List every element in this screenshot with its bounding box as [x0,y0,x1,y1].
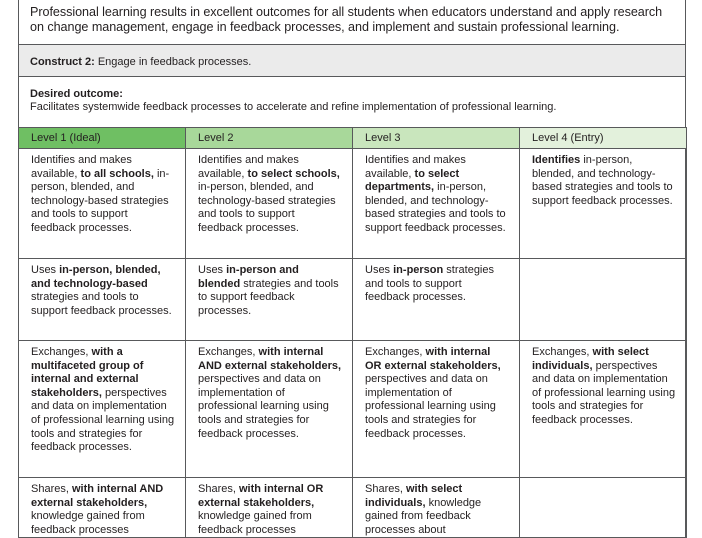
cell-text: in-person, blended, and technology-based strategies and tools to support feedback processes. [532,154,673,207]
rubric-row [19,341,687,478]
desired-outcome-label: Desired outcome: [30,88,123,100]
level-4-header: Level 4 (Entry) [520,128,687,149]
cell-text: in-person, blended, and technology-based strategies and tools to support feedback processes. [365,181,506,234]
emphasis-text: with internal OR external stakeholders, [365,346,501,372]
rubric-cell [520,478,687,538]
rubric-cell [19,341,186,478]
rubric-cell [353,259,520,341]
rubric-cell [186,259,353,341]
construct-label: Construct 2: [30,56,95,68]
level-header-row [19,128,687,149]
cell-text: perspectives and data on implementation of professional learning using tools and strategies for feedback processes. [532,359,676,426]
cell-text: knowledge gained from feedback processes about [365,496,482,536]
construct-banner [19,45,685,77]
emphasis-text: to all schools, [80,167,154,180]
cell-text: Shares, [365,483,406,495]
cell-text: perspectives and data on implementation of professional learning using tools and strategies for feedback processes. [365,373,496,440]
rubric-cell [520,149,687,259]
cell-text: Identifies and makes available, [31,154,132,180]
cell-text: Shares, [198,483,239,495]
emphasis-text: to select departments, [365,167,460,194]
desired-outcome [19,77,685,127]
rubric-cell [353,149,520,259]
cell-text: strategies and tools to support feedback processes. [31,291,172,317]
intro-paragraph: Professional learning results in excellent outcomes for all students when educators understand and apply research on change management, engage in feedback processes, and implement and sustain professional learning. [18,0,686,45]
rubric-table [18,127,687,538]
desired-outcome-text: Facilitates systemwide feedback processes to accelerate and refine implementation of professional learning. [30,101,557,113]
cell-text: strategies and tools to support feedback processes. [198,277,339,317]
cell-text: Exchanges, [532,346,593,358]
rubric-cell [520,259,687,341]
cell-text: strategies and tools to support feedback processes. [365,264,494,304]
cell-text: knowledge gained from feedback processes [198,510,312,536]
emphasis-text: with internal AND external stakeholders, [31,483,164,509]
emphasis-text: in-person and blended [198,264,299,290]
cell-text: in-person, blended, and technology-based strategies and tools to support feedback processes. [198,181,336,234]
emphasis-text: to select schools, [247,167,340,180]
emphasis-text: with a multifaceted group of internal and external stakeholders, [31,346,144,399]
cell-text: Uses [198,264,227,276]
cell-text: Uses [31,264,60,276]
rubric-cell [19,259,186,341]
emphasis-text: with internal OR external stakeholders, [198,483,324,509]
rubric-cell [186,341,353,478]
emphasis-text: with select individuals, [532,346,649,372]
level-2-header: Level 2 [186,128,353,149]
rubric-cell [19,149,186,259]
cell-text: Identifies and makes available, [198,154,299,180]
cell-text: Exchanges, [365,346,426,358]
level-3-header: Level 3 [353,128,520,149]
cell-text: Uses [365,264,394,276]
cell-text: Exchanges, [198,346,259,358]
rubric-cell [353,341,520,478]
emphasis-text: in-person, blended, and technology-based [31,264,161,290]
rubric-row [19,478,687,538]
cell-text: Shares, [31,483,72,495]
emphasis-text: with internal AND external stakeholders, [198,346,342,372]
rubric-row [19,149,687,259]
level-1-header: Level 1 (Ideal) [19,128,186,149]
emphasis-text: with select individuals, [365,483,463,509]
rubric-cell [353,478,520,538]
rubric-row [19,259,687,341]
cell-text: Identifies and makes available, [365,154,466,180]
rubric-cell [186,478,353,538]
rubric-cell [19,478,186,538]
construct-text: Engage in feedback processes. [94,56,252,68]
cell-text: Exchanges, [31,346,92,358]
cell-text: in-person, blended, and technology-based strategies and tools to support feedback processes. [31,167,170,234]
rubric-cell [520,341,687,478]
emphasis-text: Identifies [532,154,581,166]
cell-text: perspectives and data on implementation of professional learning using tools and strategies for feedback processes. [31,386,175,454]
emphasis-text: in-person [393,264,444,276]
cell-text: perspectives and data on implementation of professional learning using tools and strategies for feedback processes. [198,373,329,440]
rubric-cell [186,149,353,259]
cell-text: knowledge gained from feedback processes [31,510,145,536]
